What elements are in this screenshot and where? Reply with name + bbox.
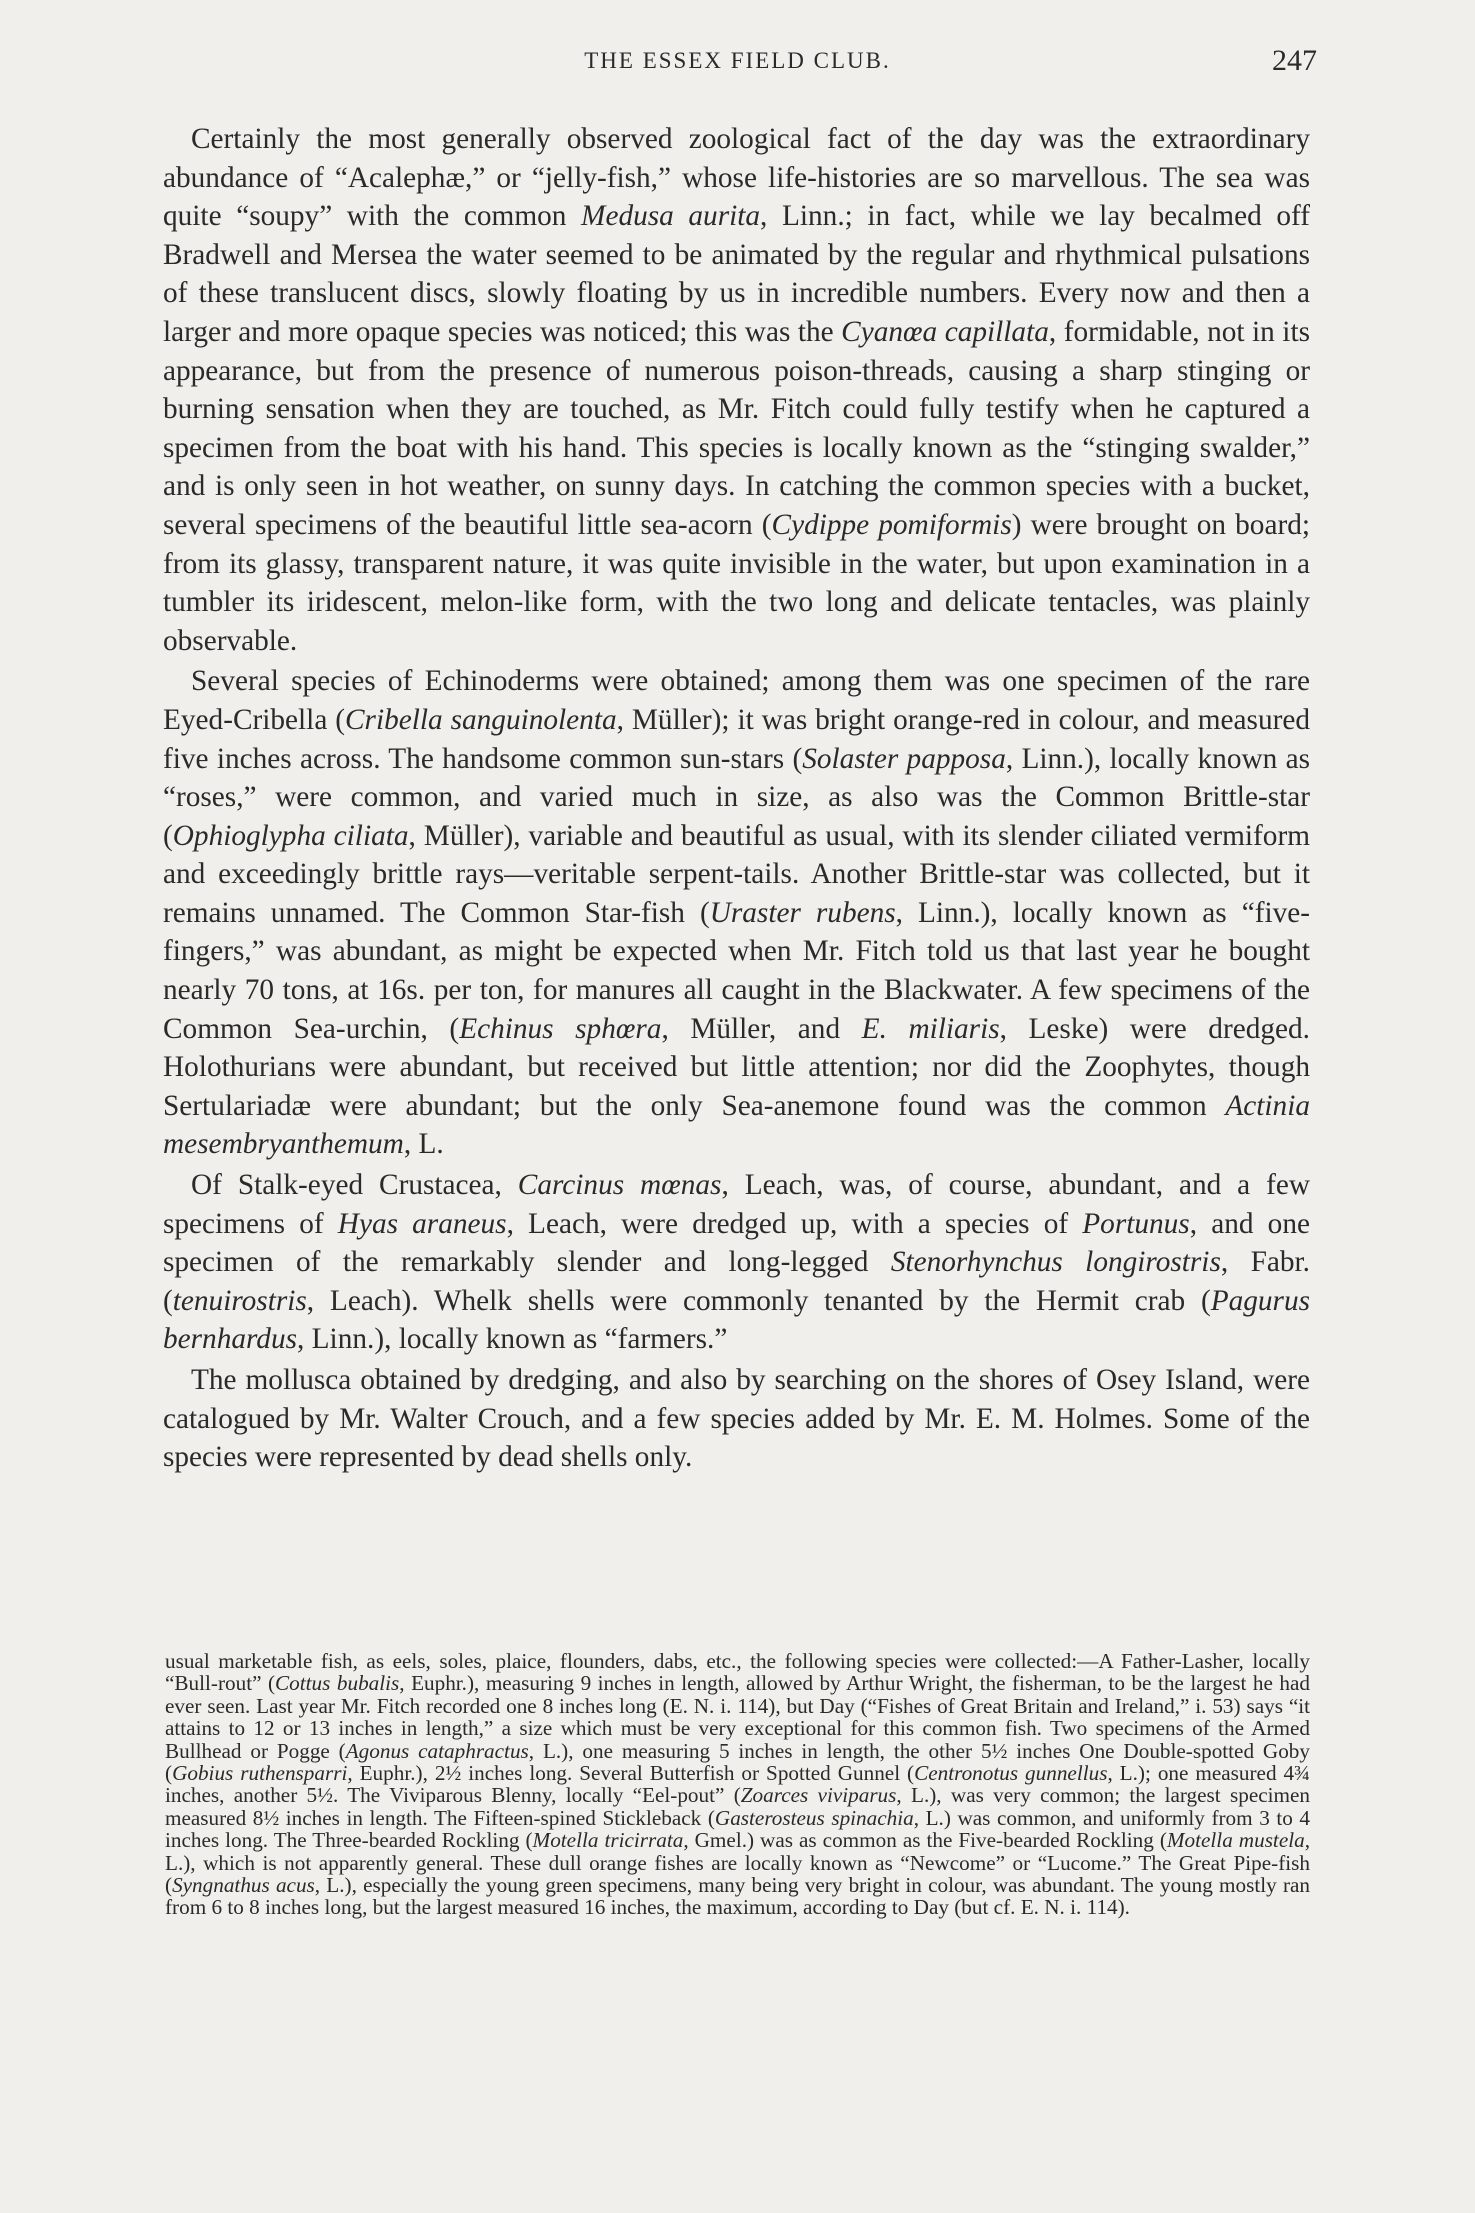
text-run: , Müller), variable and beautiful as usual, with its slender ciliated vermiform and exceedingly brittle rays—veritable serpent-tails. Another Brittle-star was collected, but it remains unnamed. The Common Star-fish ( <box>163 819 1310 929</box>
text-run: The mollusca obtained by dredging, and also by searching on the shores of Osey Island, were catalogued by Mr. Walter Crouch, and a few species added by Mr. E. M. Holmes. Some of the species were represented by dead shells only. <box>163 1364 1310 1474</box>
text-run: , Linn.), locally known as “five-fingers,” was abundant, as might be expected when Mr. Fitch told us that last year he bought nearly 70 tons, at 16s. per ton, for manures all caught in the Blackwater. A few specimens of the Common Sea-urchin, ( <box>163 896 1311 1045</box>
text-run: , Leach, were dredged up, with a species of <box>506 1207 1083 1240</box>
text-run: , Fabr. ( <box>163 1246 1310 1317</box>
italic-run: Centronotus gunnellus <box>914 1761 1108 1786</box>
footnote-text <box>165 1650 1310 1919</box>
italic-run: Cydippe pomiformis <box>771 508 1012 541</box>
italic-run: Hyas araneus <box>337 1207 507 1240</box>
italic-run: Agonus cataphractus <box>345 1738 529 1763</box>
paragraph-crustacea <box>163 1166 1310 1359</box>
text-run: , Gmel.) was as common as the Five-bearded Rockling ( <box>683 1828 1167 1853</box>
italic-run: Cyanœa capillata <box>841 315 1049 348</box>
italic-run: E. miliaris <box>861 1012 1000 1045</box>
paragraph-acalephae <box>163 120 1310 660</box>
italic-run: Ophioglypha ciliata <box>172 819 409 852</box>
italic-run: Carcinus mœnas <box>517 1169 722 1202</box>
text-run: , L.); one measured 4¾ inches, another 5½. The Viviparous Blenny, locally “Eel-pout” ( <box>165 1761 1310 1808</box>
text-run: , Leach). Whelk shells were commonly tenanted by the Hermit crab ( <box>306 1284 1211 1317</box>
italic-run: Gasterosteus spinachia <box>714 1805 914 1830</box>
text-run: Certainly the most generally observed zoological fact of the day was the extraordinary abundance of “Acalephæ,” or “jelly-fish,” whose life-histories are so marvellous. The sea was quite “soupy” with the common <box>163 123 1310 233</box>
paragraph-mollusca <box>163 1361 1310 1477</box>
text-run: , Euphr.), 2½ inches long. Several Butterfish or Spotted Gunnel ( <box>347 1761 915 1786</box>
text-run: , Müller, and <box>661 1012 862 1045</box>
italic-run: Zoarces viviparus <box>740 1783 897 1808</box>
italic-run: Gobius ruthensparri <box>172 1761 348 1786</box>
text-run: , Euphr.), measuring 9 inches in length, allowed by Arthur Wright, the fisherman, to be the largest he had ever seen. Last year Mr. Fitch recorded one 8 inches long (E. N. i. 114), but Day (“Fishes of Great Britain and Ireland,” i. 53) says “it attains to 12 or 13 inches in length,” a size which must be very exceptional for this common fish. Two specimens of the Armed Bullhead or Pogge ( <box>165 1671 1310 1763</box>
paragraph-echinoderms <box>163 662 1310 1164</box>
text-run: usual marketable fish, as eels, soles, plaice, flounders, dabs, etc., the following species were collected:—A Father-Lasher, locally “Bull-rout” ( <box>165 1649 1310 1696</box>
italic-run: Echinus sphœra <box>459 1012 662 1045</box>
italic-run: Actinia mesembryanthemum <box>163 1089 1310 1161</box>
text-run: , L.), one measuring 5 inches in length, the other 5½ inches One Double-spotted Goby ( <box>165 1738 1310 1786</box>
text-run: , L.), which is not apparently general. These dull orange fishes are locally known as “Newcome” or “Lucome.” The Great Pipe-fish ( <box>165 1828 1311 1898</box>
text-run: , Leach, was, of course, abundant, and a few specimens of <box>163 1169 1310 1240</box>
text-run: ) were brought on board; from its glassy, transparent nature, it was quite invisible in the water, but upon examination in a tumbler its iridescent, melon-like form, with the two long and delicate tentacles, was plainly observable. <box>163 508 1310 657</box>
italic-run: Syngnathus acus <box>172 1873 315 1898</box>
italic-run: Motella tricirrata <box>532 1828 684 1853</box>
running-title: THE ESSEX FIELD CLUB. <box>584 48 891 73</box>
italic-run: Pagurus bernhardus <box>163 1284 1310 1356</box>
text-run: , Linn.; in fact, while we lay becalmed off Bradwell and Mersea the water seemed to be animated by the regular and rhythmical pulsations of these translucent discs, slowly floating by us in incredible numbers. Every now and then a larger and more opaque species was noticed; this was the <box>163 200 1310 348</box>
text-run: , Leske) were dredged. Holothurians were abundant, but received but little attention; nor did the Zoophytes, though Sertulariadæ were abundant; but the only Sea-anemone found was the common <box>163 1012 1310 1122</box>
text-run: , Linn.), locally known as “farmers.” <box>297 1323 728 1356</box>
page-header <box>0 44 1475 84</box>
italic-run: Cribella sanguinolenta <box>345 703 617 736</box>
italic-run: Portunus <box>1082 1207 1190 1240</box>
text-run: , and one specimen of the remarkably slender and long-legged <box>163 1207 1310 1279</box>
text-run: , L. <box>403 1128 444 1161</box>
italic-run: Solaster papposa <box>802 742 1006 775</box>
text-run: , L.), was very common; the largest specimen measured 8½ inches in length. The Fifteen-spined Stickleback ( <box>165 1783 1310 1830</box>
text-run: , Linn.), locally known as “roses,” were common, and varied much in size, as also was the Common Brittle-star ( <box>163 742 1310 852</box>
italic-run: Motella mustela <box>1166 1828 1305 1853</box>
text-run: , L.) was common, and uniformly from 3 to 4 inches long. The Three-bearded Rockling ( <box>165 1805 1311 1853</box>
page-number: 247 <box>1272 44 1317 77</box>
footnote <box>165 1650 1310 1919</box>
text-run: , L.), especially the young green specimens, many being very bright in colour, was abundant. The young mostly ran from 6 to 8 inches long, but the largest measured 16 inches, the maximum, according to Day (but cf. E. N. i. 114). <box>165 1873 1310 1920</box>
italic-run: tenuirostris <box>172 1284 307 1317</box>
body-text <box>163 120 1310 1479</box>
text-run: Several species of Echinoderms were obtained; among them was one specimen of the rare Eyed-Cribella ( <box>163 665 1310 736</box>
italic-run: Uraster rubens <box>709 896 896 929</box>
italic-run: Cottus bubalis <box>275 1671 400 1696</box>
italic-run: Stenorhynchus longirostris <box>890 1246 1221 1279</box>
text-run: , Müller); it was bright orange-red in colour, and measured five inches across. The handsome common sun-stars ( <box>163 703 1311 775</box>
text-run: , formidable, not in its appearance, but from the presence of numerous poison-threads, causing a sharp stinging or burning sensation when they are touched, as Mr. Fitch could fully testify when he captured a specimen from the boat with his hand. This species is locally known as the “stinging swalder,” and is only seen in hot weather, on sunny days. In catching the common species with a bucket, several specimens of the beautiful little sea-acorn ( <box>163 315 1310 541</box>
text-run: Of Stalk-eyed Crustacea, <box>191 1169 518 1202</box>
italic-run: Medusa aurita <box>581 200 761 233</box>
